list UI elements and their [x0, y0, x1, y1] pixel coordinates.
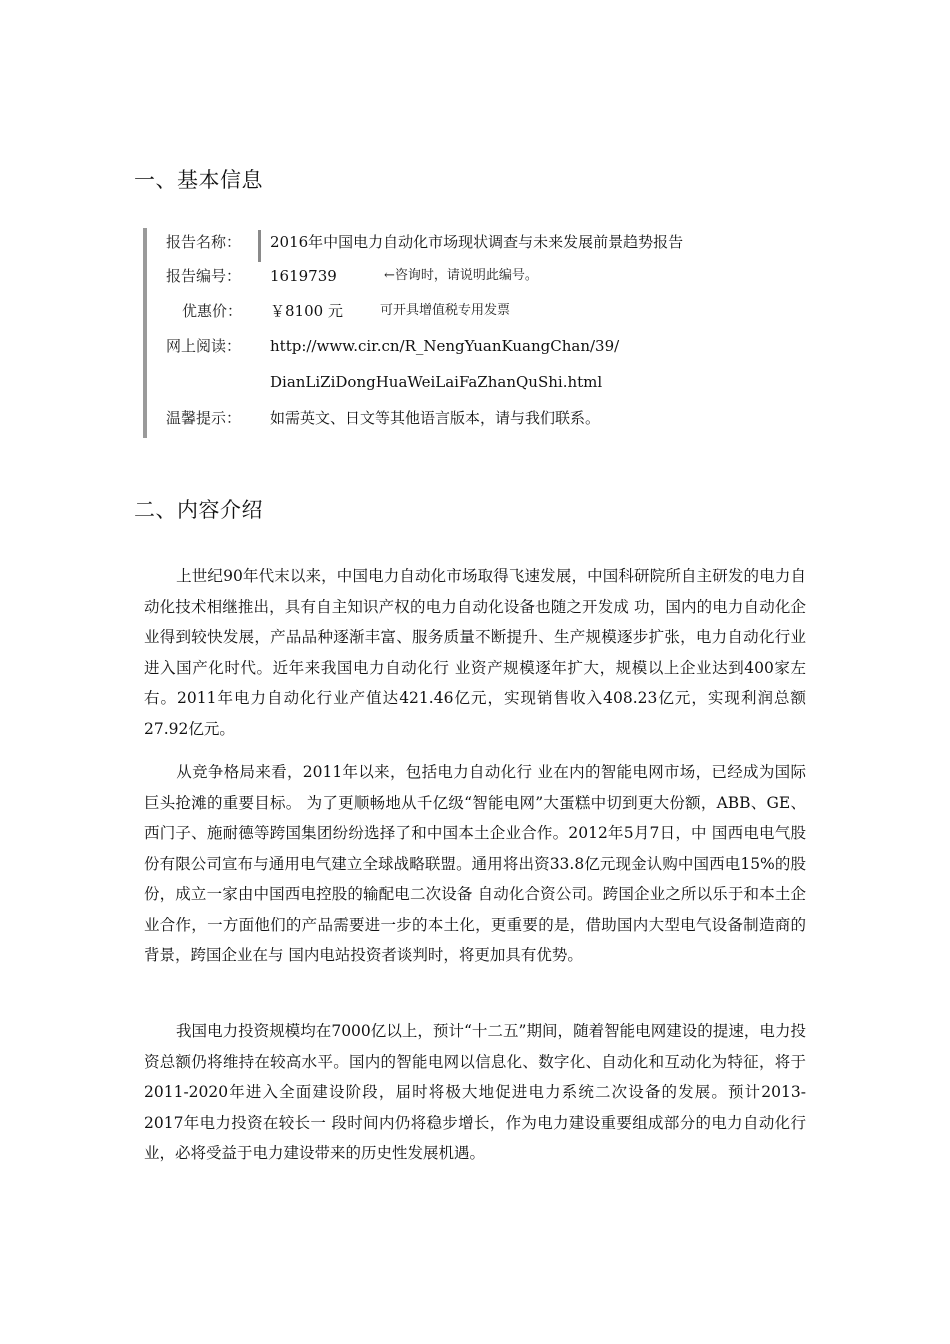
report-name-value: 2016年中国电力自动化市场现状调查与未来发展前景趋势报告	[270, 233, 684, 251]
price-label: 优惠价：	[182, 302, 243, 320]
report-code-note: ←咨询时，请说明此编号。	[384, 268, 538, 283]
info-block-bar	[143, 228, 147, 438]
tip-value: 如需英文、日文等其他语言版本，请与我们联系。	[270, 409, 601, 427]
content-paragraph: 我国电力投资规模均在7000亿以上，预计“十二五”期间，随着智能电网建设的提速，电力投资总额仍将维持在较高水平。国内的智能电网以信息化、数字化、自动化和互动化为特征，将于2011-2020年进入全面建设阶段，届时将极大地促进电力系统二次设备的发展。预计2013-2017年电力投资在较长一 段时间内仍将稳步增长，作为电力建设重要组成部分的电力自动化行业，必将受益于电力建设带来的历史性发展机遇。	[144, 1022, 806, 1162]
price-value: ￥8100 元	[270, 302, 343, 320]
section-heading-content-intro: 二、内容介绍	[134, 498, 263, 522]
online-reading-url-line2[interactable]: DianLiZiDongHuaWeiLaiFaZhanQuShi.html	[270, 373, 603, 391]
content-paragraph: 从竞争格局来看，2011年以来，包括电力自动化行 业在内的智能电网市场，已经成为国际巨头抢滩的重要目标。 为了更顺畅地从千亿级“智能电网”大蛋糕中切到更大份额，ABB、GE、西门子、施耐德等跨国集团纷纷选择了和中国本土企业合作。2012年5月7日，中 国西电电气股份有限公司宣布与通用电气建立全球战略联盟。通用将出资33.8亿元现金认购中国西电15%的股份，成立一家由中国西电控股的输配电二次设备 自动化合资公司。跨国企业之所以乐于和本土企业合作，一方面他们的产品需要进一步的本土化，更重要的是，借助国内大型电气设备制造商的背景，跨国企业在与 国内电站投资者谈判时，将更加具有优势。	[144, 763, 806, 964]
section-heading-basic-info: 一、基本信息	[134, 168, 263, 192]
online-reading-url-line1[interactable]: http://www.cir.cn/R_NengYuanKuangChan/39/	[270, 337, 620, 355]
invoice-note: 可开具增值税专用发票	[380, 303, 511, 318]
report-code-value: 1619739	[270, 267, 337, 285]
title-marker	[258, 230, 261, 262]
report-name-label: 报告名称：	[166, 233, 242, 251]
content-paragraph: 上世纪90年代末以来，中国电力自动化市场取得飞速发展，中国科研院所自主研发的电力自动化技术相继推出，具有自主知识产权的电力自动化设备也随之开发成 功，国内的电力自动化企业得到较快发展，产品品种逐渐丰富、服务质量不断提升、生产规模逐步扩张，电力自动化行业进入国产化时代。近年来我国电力自动化行 业资产规模逐年扩大，规模以上企业达到400家左右。2011年电力自动化行业产值达421.46亿元，实现销售收入408.23亿元，实现利润总额 27.92亿元。	[144, 567, 806, 738]
online-reading-label: 网上阅读：	[166, 337, 242, 355]
report-code-label: 报告编号：	[166, 267, 242, 285]
tip-label: 温馨提示：	[166, 409, 242, 427]
